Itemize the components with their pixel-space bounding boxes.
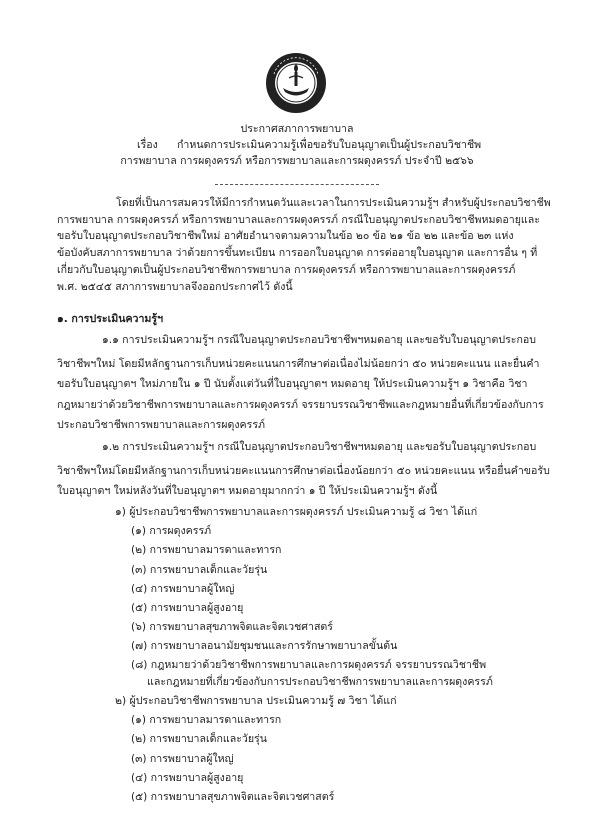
group-1-item-continuation: และกฎหมายที่เกี่ยวข้องกับการประกอบวิชาชีพการพยาบาลและการผดุงครรภ์ <box>147 676 493 688</box>
paragraph-1-1-line: ๑.๑ การประเมินความรู้ฯ กรณีใบอนุญาตประกอบวิชาชีพฯหมดอายุ และขอรับใบอนุญาตประกอบ <box>102 334 536 346</box>
group-2-item: (๔) การพยาบาลผู้สูงอายุ <box>131 772 244 784</box>
group-2-item: (๒) การพยาบาลเด็กและวัยรุ่น <box>131 733 267 745</box>
subject-line-1: กำหนดการประเมินความรู้เพื่อขอรับใบอนุญาตเป็นผู้ประกอบวิชาชีพ <box>177 139 482 151</box>
preamble-line: ขอรับใบอนุญาตประกอบวิชาชีพใหม่ อาศัยอำนาจตามความในข้อ ๒๐ ข้อ ๒๑ ข้อ ๒๒ และข้อ ๒๓ แห่ง <box>57 230 514 242</box>
group-2-item: (๓) การพยาบาลผู้ใหญ่ <box>131 753 234 765</box>
group-1-item: (๔) การพยาบาลผู้ใหญ่ <box>131 583 235 595</box>
preamble-line: พ.ศ. ๒๕๔๕ สภาการพยาบาลจึงออกประกาศไว้ ดังนี้ <box>57 281 293 293</box>
paragraph-1-1-line: ประกอบวิชาชีพการพยาบาลและการผดุงครรภ์ <box>57 419 265 431</box>
section-1-heading: ๑. การประเมินความรู้ฯ <box>57 313 164 325</box>
paragraph-1-2-line: ใบอนุญาตฯ ใหม่หลังวันที่ใบอนุญาตฯ หมดอายุมากกว่า ๑ ปี ให้ประเมินความรู้ฯ ดังนี้ <box>57 485 438 497</box>
group-1-item: (๖) การพยาบาลสุขภาพจิตและจิตเวชศาสตร์ <box>131 621 333 633</box>
group-2-heading: ๒) ผู้ประกอบวิชาชีพการพยาบาล ประเมินความรู้ ๗ วิชา ได้แก่ <box>115 695 397 707</box>
paragraph-1-1-line: วิชาชีพฯใหม่ โดยมีหลักฐานการเก็บหน่วยคะแนนการศึกษาต่อเนื่องไม่น้อยกว่า ๕๐ หน่วยคะแนน และยื่นคำ <box>57 358 540 370</box>
group-1-item: (๘) กฎหมายว่าด้วยวิชาชีพการพยาบาลและการผดุงครรภ์ จรรยาบรรณวิชาชีพ <box>131 659 487 671</box>
preamble-line: เกี่ยวกับใบอนุญาตเป็นผู้ประกอบวิชาชีพการพยาบาล การผดุงครรภ์ หรือการพยาบาลและการผดุงครรภ์ <box>57 264 516 276</box>
group-1-item: (๒) การพยาบาลมารดาและทารก <box>131 544 282 556</box>
group-1-item: (๓) การพยาบาลเด็กและวัยรุ่น <box>131 564 268 576</box>
preamble-line: ข้อบังคับสภาการพยาบาล ว่าด้วยการขึ้นทะเบียน การออกใบอนุญาต การต่ออายุใบอนุญาต และการอื่น ๆ ที่ <box>57 247 538 259</box>
group-1-item: (๕) การพยาบาลผู้สูงอายุ <box>131 602 244 614</box>
title-separator <box>215 184 379 185</box>
announcement-title: ประกาศสภาการพยาบาล <box>240 123 354 135</box>
subject-line-2: การพยาบาล การผดุงครรภ์ หรือการพยาบาลและการผดุงครรภ์ ประจำปี ๒๕๖๖ <box>120 155 474 167</box>
paragraph-1-1-line: ขอรับใบอนุญาตฯ ใหม่ภายใน ๑ ปี นับตั้งแต่วันที่ใบอนุญาตฯ หมดอายุ ให้ประเมินความรู้ฯ ๑ วิชาคือ วิชา <box>57 378 528 390</box>
paragraph-1-2-line: วิชาชีพฯใหม่โดยมีหลักฐานการเก็บหน่วยคะแนนการศึกษาต่อเนื่องน้อยกว่า ๕๐ หน่วยคะแนน หรือยื่นคำขอรับ <box>57 465 550 477</box>
group-1-heading: ๑) ผู้ประกอบวิชาชีพการพยาบาลและการผดุงครรภ์ ประเมินความรู้ ๘ วิชา ได้แก่ <box>115 506 478 518</box>
group-2-item: (๕) การพยาบาลสุขภาพจิตและจิตเวชศาสตร์ <box>131 791 335 803</box>
preamble-line: การพยาบาล การผดุงครรภ์ หรือการพยาบาลและการผดุงครรภ์ กรณีใบอนุญาตประกอบวิชาชีพหมดอายุและ <box>57 214 540 226</box>
paragraph-1-1-line: กฎหมายว่าด้วยวิชาชีพการพยาบาลและการผดุงครรภ์ จรรยาบรรณวิชาชีพและกฎหมายอื่นที่เกี่ยวข้องกับการ <box>57 399 544 411</box>
group-1-item: (๑) การผดุงครรภ์ <box>131 525 212 537</box>
paragraph-1-2-line: ๑.๒ การประเมินความรู้ฯ กรณีใบอนุญาตประกอบวิชาชีพฯหมดอายุ และขอรับใบอนุญาตประกอบ <box>102 441 537 453</box>
nursing-council-seal-icon <box>265 52 327 114</box>
group-2-item: (๑) การพยาบาลมารดาและทารก <box>131 714 282 726</box>
preamble-line: โดยที่เป็นการสมควรให้มีการกำหนดวันและเวลาในการประเมินความรู้ฯ สำหรับผู้ประกอบวิชาชีพ <box>116 197 551 209</box>
group-1-item: (๗) การพยาบาลอนามัยชุมชนและการรักษาพยาบาลขั้นต้น <box>131 640 398 652</box>
subject-label: เรื่อง <box>137 139 158 151</box>
